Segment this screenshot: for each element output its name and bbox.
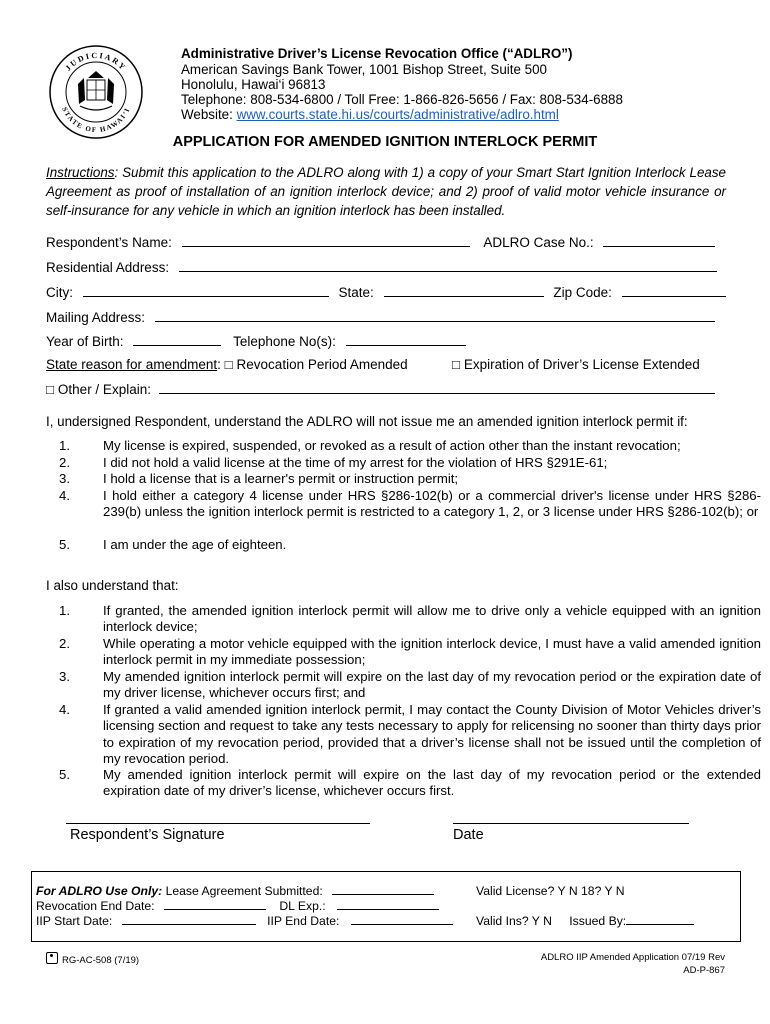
statement-also-understand: I also understand that: (46, 578, 179, 593)
revocation-end-label: Revocation End Date: (36, 899, 155, 913)
office-use-box (31, 871, 741, 942)
date-field[interactable] (453, 823, 689, 824)
mailing-address-field[interactable] (155, 309, 715, 322)
telephone-field[interactable] (346, 333, 466, 346)
footer-form-title: ADLRO IIP Amended Application 07/19 Rev (540, 952, 725, 963)
respondent-name-label: Respondent’s Name: (46, 235, 172, 250)
office-use-label: For ADLRO Use Only: (36, 884, 163, 898)
lease-label: Lease Agreement Submitted: (165, 884, 323, 898)
revocation-checkbox[interactable]: □ (224, 357, 233, 372)
instructions-label: Instructions (46, 165, 115, 180)
judiciary-seal (48, 44, 144, 140)
office-phone: Telephone: 808-534-6800 / Toll Free: 1-866-826-5656 / Fax: 808-534-6888 (181, 92, 623, 107)
telephone-label: Telephone No(s): (233, 334, 336, 349)
state-field[interactable] (384, 284, 544, 297)
dl-exp-label: DL Exp.: (279, 899, 326, 913)
office-address-line2: Honolulu, Hawai‘i 96813 (181, 77, 326, 92)
city-field[interactable] (83, 284, 329, 297)
accessibility-icon (46, 952, 58, 964)
office-website-row (181, 107, 559, 122)
footer-form-code: AD-P-867 (683, 965, 725, 976)
mailing-address-row (46, 309, 715, 325)
iip-start-label: IIP Start Date: (36, 914, 113, 928)
state-label: State: (338, 285, 374, 300)
statement-not-issue: I, undersigned Respondent, understand the ADLRO will not issue me an amended ignition interlock permit if: (46, 414, 688, 429)
issued-by-field[interactable] (626, 914, 694, 925)
instructions (46, 163, 726, 220)
office-use-row1 (36, 884, 434, 898)
office-use-row2 (36, 899, 439, 913)
respondent-signature-label: Respondent’s Signature (70, 827, 225, 843)
city-label: City: (46, 285, 73, 300)
residential-address-label: Residential Address: (46, 260, 170, 275)
iip-end-label: IIP End Date: (267, 914, 340, 928)
coat-of-arms-icon (78, 71, 114, 110)
case-no-label: ADLRO Case No.: (483, 235, 594, 250)
valid-license-text: Valid License? Y N 18? Y N (476, 884, 625, 898)
case-no-field[interactable] (603, 234, 715, 247)
revocation-amended-label: Revocation Period Amended (236, 357, 408, 372)
residential-address-row (46, 259, 717, 275)
office-name: Administrative Driver’s License Revocation Office (“ADLRO”) (181, 46, 573, 61)
year-of-birth-field[interactable] (133, 333, 221, 346)
valid-ins-text: Valid Ins? Y N (476, 914, 552, 928)
office-address-line1: American Savings Bank Tower, 1001 Bishop Street, Suite 500 (181, 62, 547, 77)
birth-phone-row (46, 333, 466, 349)
expiration-extended-label: Expiration of Driver’s License Extended (463, 357, 700, 372)
other-checkbox[interactable]: □ (46, 382, 55, 397)
seal-top-text: JUDICIARY (63, 50, 129, 73)
website-label: Website: (181, 107, 237, 122)
revocation-end-field[interactable] (164, 899, 266, 910)
dl-exp-field[interactable] (337, 899, 439, 910)
respondent-signature-field[interactable] (66, 823, 370, 824)
expiration-checkbox[interactable]: □ (452, 357, 461, 372)
respondent-name-field[interactable] (182, 234, 470, 247)
form-title: APPLICATION FOR AMENDED IGNITION INTERLOCK PERMIT (172, 134, 598, 150)
iip-start-field[interactable] (122, 914, 256, 925)
reason-label: State reason for amendment (46, 357, 218, 372)
mailing-address-label: Mailing Address: (46, 310, 146, 325)
other-explain-label: Other / Explain: (57, 382, 151, 397)
iip-end-field[interactable] (351, 914, 453, 925)
website-link[interactable]: www.courts.state.hi.us/courts/administrative/adlro.html (236, 107, 559, 122)
office-use-row3 (36, 914, 453, 928)
reason-row: State reason for amendment: □ Revocation Period Amended (46, 357, 408, 372)
other-row (46, 381, 715, 397)
city-state-zip-row (46, 284, 726, 300)
residential-address-field[interactable] (179, 259, 717, 272)
valid-ins-row (476, 914, 694, 928)
footer-form-number: RG-AC-508 (7/19) (46, 952, 139, 966)
date-label: Date (453, 827, 484, 843)
year-of-birth-label: Year of Birth: (46, 334, 124, 349)
zip-label: Zip Code: (553, 285, 612, 300)
issued-by-label: Issued By: (569, 914, 627, 928)
instructions-text: : Submit this application to the ADLRO along with 1) a copy of your Smart Start Ignition Interlock Lease Agreement as proof of installation of an ignition interlock device; and 2) proof of valid motor vehicle insurance or self-insurance for any vehicle in which an ignition interlock has been installed. (46, 165, 726, 218)
lease-field[interactable] (332, 884, 434, 895)
zip-field[interactable] (622, 284, 726, 297)
seal-bottom-text: STATE OF HAWAI‘I (60, 105, 132, 135)
reason-expiration-row (452, 357, 700, 372)
other-explain-field[interactable] (159, 381, 715, 394)
respondent-name-row (46, 234, 715, 250)
